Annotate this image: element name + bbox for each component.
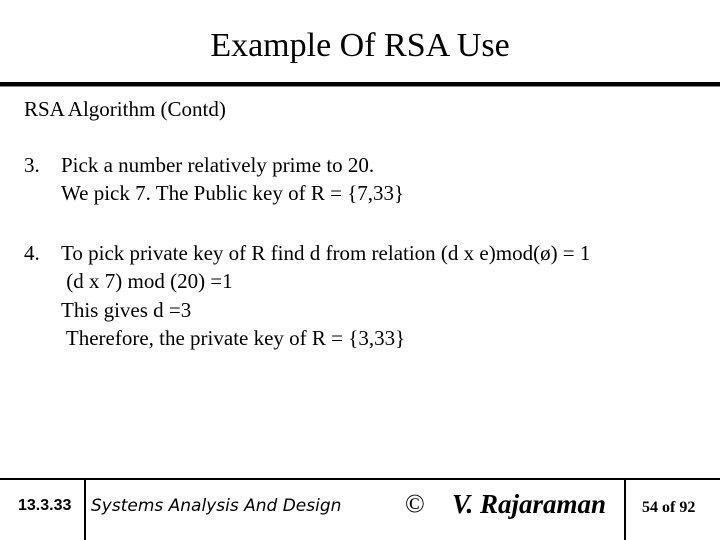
step-3-line-2: We pick 7. The Public key of R = {7,33}: [61, 181, 405, 205]
step-4-line-3: This gives d =3: [61, 298, 192, 322]
section-subtitle: RSA Algorithm (Contd): [24, 97, 226, 121]
footer-separator-right: [624, 478, 626, 540]
step-4-line-2: (d x 7) mod (20) =1: [61, 269, 233, 293]
footer-separator-left: [84, 478, 86, 540]
copyright-symbol: ©: [405, 489, 425, 518]
page-number: 54 of 92: [642, 499, 696, 516]
footer-course-name: Systems Analysis And Design: [91, 496, 342, 516]
step-4-line-4: Therefore, the private key of R = {3,33}: [61, 326, 406, 350]
slide-title: Example Of RSA Use: [210, 27, 510, 64]
footer-slide-code: 13.3.33: [18, 497, 72, 514]
step-4-line-1: To pick private key of R find d from relation (d x e)mod(ø) = 1: [61, 241, 591, 265]
footer-divider: [0, 478, 720, 480]
step-3-line-1: Pick a number relatively prime to 20.: [61, 153, 375, 177]
footer-author: V. Rajaraman: [452, 489, 607, 519]
title-divider: [0, 82, 720, 87]
step-4-number: 4.: [24, 241, 40, 265]
step-3-number: 3.: [24, 153, 40, 177]
